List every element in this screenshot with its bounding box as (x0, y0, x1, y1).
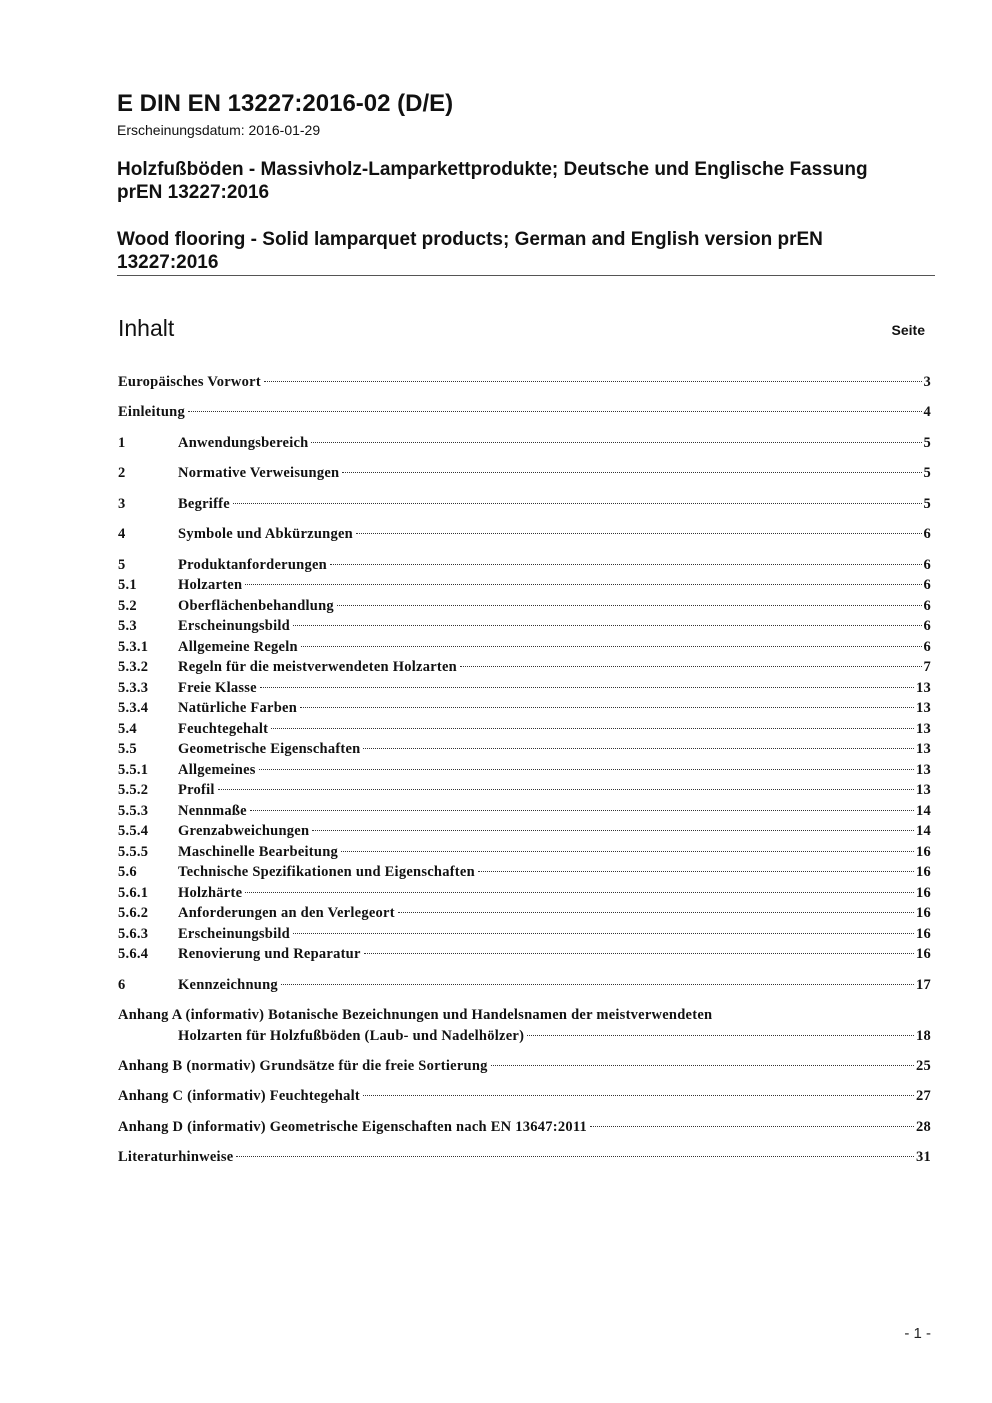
document-id: E DIN EN 13227:2016-02 (D/E) (117, 90, 454, 117)
toc-entry-title: Anhang B (normativ) Grundsätze für die freie Sortierung (118, 1058, 488, 1074)
toc-entry[interactable] (118, 801, 931, 821)
toc-entry-number: 1 (118, 435, 126, 451)
toc-leader (301, 646, 922, 647)
toc-entry[interactable] (118, 821, 931, 841)
toc-entry-number: 4 (118, 526, 126, 542)
toc-entry[interactable] (118, 698, 931, 718)
toc-entry[interactable] (118, 1086, 931, 1106)
toc-entry-page: 13 (916, 721, 931, 737)
toc-entry-title: Anhang D (informativ) Geometrische Eigenschaften nach EN 13647:2011 (118, 1119, 588, 1135)
toc-leader (398, 912, 914, 913)
toc-entry-number: 5.3.2 (118, 659, 149, 675)
toc-entry-number: 5.5.3 (118, 803, 149, 819)
toc-entry-title: Literaturhinweise (118, 1149, 234, 1165)
toc-entry-number: 2 (118, 465, 126, 481)
toc-entry-title: Produktanforderungen (178, 557, 327, 573)
toc-entry-title: Anhang C (informativ) Feuchtegehalt (118, 1088, 360, 1104)
toc-entry[interactable] (118, 862, 931, 882)
header-divider (117, 275, 935, 276)
toc-leader (330, 564, 922, 565)
toc-entry-number: 5.5 (118, 741, 137, 757)
toc-entry-page: 6 (923, 577, 931, 593)
toc-entry-page: 13 (916, 741, 931, 757)
toc-entry-number: 5.3 (118, 618, 137, 634)
toc-entry-title: Technische Spezifikationen und Eigenschaften (178, 864, 475, 880)
toc-leader (233, 503, 922, 504)
toc-leader (342, 472, 921, 473)
toc-leader (460, 666, 922, 667)
toc-entry-page: 6 (923, 557, 931, 573)
toc-entry-page: 6 (923, 526, 931, 542)
toc-leader (281, 984, 914, 985)
toc-leader (264, 381, 922, 382)
toc-leader (341, 851, 914, 852)
toc-leader (311, 442, 921, 443)
toc-entry-page: 13 (916, 700, 931, 716)
toc-entry-title: Nennmaße (178, 803, 247, 819)
toc-entry-number: 5.6 (118, 864, 137, 880)
toc-entry-page: 6 (923, 598, 931, 614)
toc-leader (337, 605, 922, 606)
toc-entry-number: 5.6.2 (118, 905, 149, 921)
toc-entry-title: Erscheinungsbild (178, 926, 290, 942)
toc-entry-number: 5.2 (118, 598, 137, 614)
toc-leader (245, 892, 914, 893)
toc-entry-title: Holzarten (178, 577, 243, 593)
toc-entry-page: 13 (916, 782, 931, 798)
toc-leader (236, 1156, 914, 1157)
toc-entry-title: Maschinelle Bearbeitung (178, 844, 339, 860)
toc-entry-page: 28 (916, 1119, 931, 1135)
toc-entry-number: 3 (118, 496, 126, 512)
toc-entry-number: 5.3.3 (118, 680, 149, 696)
toc-leader (363, 1095, 914, 1096)
toc-entry[interactable] (118, 616, 931, 636)
toc-leader (590, 1126, 914, 1127)
toc-entry-title: Anhang A (informativ) Botanische Bezeichnungen und Handelsnamen der meistverwendeten (118, 1007, 713, 1023)
toc-entry[interactable] (118, 975, 931, 995)
toc-entry[interactable] (118, 944, 931, 964)
toc-leader (491, 1065, 914, 1066)
toc-entry[interactable] (118, 678, 931, 698)
toc-entry[interactable] (118, 402, 931, 422)
toc-entry-number: 5.6.4 (118, 946, 149, 962)
toc-leader (293, 625, 922, 626)
toc-entry-number: 5.3.1 (118, 639, 149, 655)
toc-page-column-heading: Seite (891, 322, 925, 338)
toc-entry[interactable] (118, 372, 931, 392)
toc-entry-annex-a[interactable] (118, 1005, 931, 1047)
toc-entry[interactable] (118, 463, 931, 483)
toc-entry[interactable] (118, 1147, 931, 1167)
toc-leader (218, 789, 914, 790)
toc-entry-page: 27 (916, 1088, 931, 1104)
title-german: Holzfußböden - Massivholz-Lamparkettprodukte; Deutsche und Englische Fassung prEN 13227:2016 (117, 159, 868, 203)
toc-entry[interactable] (118, 555, 931, 575)
toc-leader (271, 728, 914, 729)
toc-entry-title: Oberflächenbehandlung (178, 598, 334, 614)
toc-entry[interactable] (118, 575, 931, 595)
toc-entry-page: 16 (916, 864, 931, 880)
toc-entry-title: Natürliche Farben (178, 700, 298, 716)
toc-entry-title: Holzhärte (178, 885, 243, 901)
toc-leader (478, 871, 914, 872)
toc-entry-title: Europäisches Vorwort (118, 374, 261, 390)
toc-entry-page: 16 (916, 885, 931, 901)
toc-entry[interactable] (118, 780, 931, 800)
toc-entry-number: 5.6.3 (118, 926, 149, 942)
toc-entry[interactable] (118, 524, 931, 544)
toc-entry-title: Normative Verweisungen (178, 465, 340, 481)
toc-entry-title: Feuchtegehalt (178, 721, 269, 737)
toc-entry-page: 7 (923, 659, 931, 675)
toc-leader (363, 748, 914, 749)
toc-leader (293, 933, 914, 934)
toc-entry-title: Allgemeines (178, 762, 256, 778)
toc-entry-title: Freie Klasse (178, 680, 257, 696)
toc-entry-title: Kennzeichnung (178, 977, 278, 993)
toc-entry-title: Symbole und Abkürzungen (178, 526, 353, 542)
toc-entry[interactable] (118, 760, 931, 780)
toc-entry-continuation (118, 1026, 931, 1047)
toc-entry-page: 3 (923, 374, 931, 390)
toc-heading: Inhalt (118, 315, 175, 341)
toc-leader (527, 1035, 914, 1036)
toc-entry[interactable] (118, 433, 931, 453)
toc-leader (300, 707, 914, 708)
toc-entry-number: 5.5.1 (118, 762, 149, 778)
toc-entry-page: 5 (923, 465, 931, 481)
toc-entry-page: 14 (916, 823, 931, 839)
toc-leader (188, 411, 922, 412)
toc-entry[interactable] (118, 719, 931, 739)
toc-entry-number: 5.4 (118, 721, 137, 737)
toc-entry-page: 5 (923, 496, 931, 512)
toc-entry-number: 5 (118, 557, 126, 573)
toc-entry-title: Einleitung (118, 404, 185, 420)
toc-entry[interactable] (118, 657, 931, 677)
toc-entry-number: 5.1 (118, 577, 137, 593)
toc-entry-number: 5.3.4 (118, 700, 149, 716)
toc-entry-page: 16 (916, 844, 931, 860)
toc-entry-page: 14 (916, 803, 931, 819)
publication-date: Erscheinungsdatum: 2016-01-29 (117, 122, 321, 138)
toc-entry-page: 6 (923, 639, 931, 655)
toc-entry[interactable] (118, 596, 931, 616)
toc-entry-page: 5 (923, 435, 931, 451)
toc-entry-title: Anforderungen an den Verlegeort (178, 905, 395, 921)
toc-entry-number: 5.5.2 (118, 782, 149, 798)
toc-entry[interactable] (118, 494, 931, 514)
toc-entry[interactable] (118, 903, 931, 923)
toc-leader (259, 769, 914, 770)
page-number: - 1 - (904, 1325, 931, 1342)
toc-entry-title: Erscheinungsbild (178, 618, 290, 634)
toc-entry-page: 17 (916, 977, 931, 993)
toc-leader (356, 533, 922, 534)
toc-entry[interactable] (118, 1117, 931, 1137)
toc-leader (245, 584, 921, 585)
toc-entry-page: 6 (923, 618, 931, 634)
toc-leader (312, 830, 914, 831)
toc-entry-page: 25 (916, 1058, 931, 1074)
toc-entry-number: 5.5.4 (118, 823, 149, 839)
toc-entry[interactable] (118, 883, 931, 903)
toc-entry-number: 5.5.5 (118, 844, 149, 860)
title-english: Wood flooring - Solid lamparquet products; German and English version prEN 13227:2016 (117, 229, 823, 273)
toc-entry-title-continued: Holzarten für Holzfußböden (Laub- und Nadelhölzer) (178, 1028, 525, 1044)
toc-entry-title: Allgemeine Regeln (178, 639, 298, 655)
toc-entry-page: 13 (916, 680, 931, 696)
toc-entry-page: 16 (916, 946, 931, 962)
toc-entry-page: 31 (916, 1149, 931, 1165)
toc-entry-page: 4 (923, 404, 931, 420)
toc-entry-title: Renovierung und Reparatur (178, 946, 361, 962)
toc-entry[interactable] (118, 924, 931, 944)
toc-entry[interactable] (118, 739, 931, 759)
toc-entry-title: Begriffe (178, 496, 230, 512)
toc-entry-page: 13 (916, 762, 931, 778)
toc-entry-number: 5.6.1 (118, 885, 149, 901)
toc-leader (260, 687, 914, 688)
toc-entry[interactable] (118, 637, 931, 657)
toc-entry-title: Geometrische Eigenschaften (178, 741, 361, 757)
toc-leader (364, 953, 914, 954)
toc-entry[interactable] (118, 1056, 931, 1076)
toc-entry-page: 16 (916, 926, 931, 942)
toc-entry-title: Grenzabweichungen (178, 823, 310, 839)
toc-entry-number: 6 (118, 977, 126, 993)
toc-entry-title: Regeln für die meistverwendeten Holzarten (178, 659, 457, 675)
toc-entry[interactable] (118, 842, 931, 862)
toc-entry-page: 18 (916, 1028, 931, 1044)
toc-entry-title: Profil (178, 782, 215, 798)
toc-entry-page: 16 (916, 905, 931, 921)
toc-leader (250, 810, 914, 811)
toc-entry-title: Anwendungsbereich (178, 435, 309, 451)
